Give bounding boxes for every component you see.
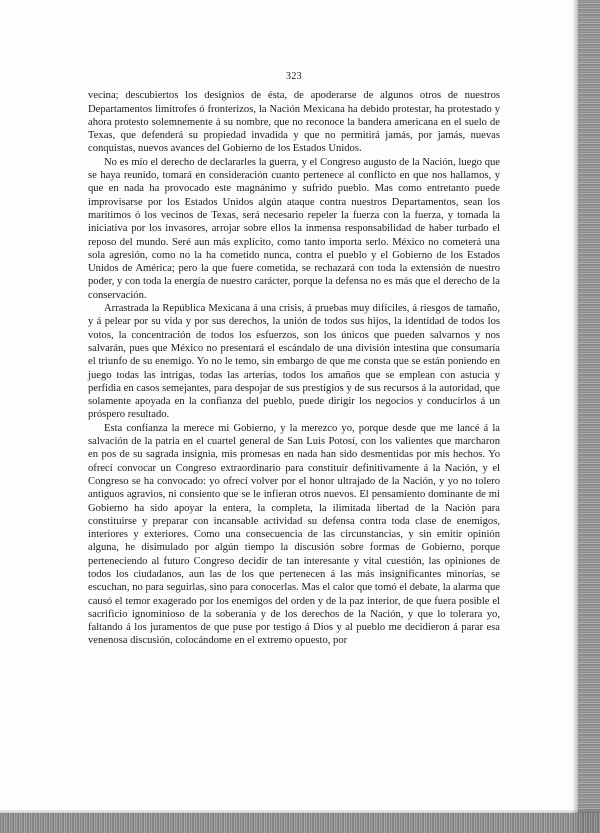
paragraph: Esta confianza la merece mi Gobierno, y la merezco yo, porque desde que me lancé á la salvación de la patria en el cuartel general de San Luis Potosí, con los valientes que marcharon en pos de su sagrada insignia, mis promesas en nada han sido desmentidas por mis hechos. Yo ofrecí convocar un Congreso extraordinario para constituir definitivamente á la Nación, y el Congreso se ha convocado: yo ofrecí volver por el honor ultrajado de la Nación, y yo no tolero antiguos agravios, ni consiento que se le infieran otros nuevos. El pensamiento dominante de mi Gobierno ha sido apoyar la entera, la completa, la ilimitada libertad de la Nación para constituirse y preparar con incansable actividad su defensa contra toda clase de enemigos, interiores y exteriores. Como una consecuencia de las circunstancias, y sin emitir opinión alguna, he disimulado por algún tiempo la discusión sobre formas de Gobierno, porque perteneciendo al futuro Congreso decidir de tan interesante y vital cuestión, las opiniones de todos los ciudadanos, aun las de los que pertenecen á las más insignificantes minorías, se escuchan, no para seguirlas, sino para conocerlas. Mas el calor que tomó el debate, la alarma que causó el temor exagerado por los enemigos del orden y de la paz interior, de que fuera posible el sacrificio ignominioso de la soberanía y de los derechos de la Nación, y que lo tolerara yo, faltando á los juramentos de que puse por testigo á Dios y al pueblo me decidieron á parar esa venenosa discusión, colocándome en el extremo opuesto, por	[88, 422, 500, 647]
paragraph: No es mío el derecho de declararles la guerra, y el Congreso augusto de la Nación, luego que se haya reunido, tomará en consideración cuanto pertenece al conflicto en que nos hallamos, y que en nada ha provocado este magnánimo y sufrido pueblo. Mas como entretanto puede improvisarse por los Estados Unidos algún ataque contra nuestros Departamentos, sean los marítimos ó los vecinos de Texas, será necesario repeler la fuerza con la fuerza, y tomada la iniciativa por los invasores, arrojar sobre ellos la inmensa responsabilidad de haber turbado el reposo del mundo. Seré aun más explícito, como tanto importa serlo. México no cometerá una sola agresión, como no la ha cometido nunca, contra el pueblo y el Gobierno de los Estados Unidos de América; pero la que fuere cometida, se rechazará con toda la extensión de nuestro poder, y con toda la energía de nuestro carácter, porque la defensa no es más que el derecho de la conservación.	[88, 156, 500, 301]
page-text	[88, 70, 500, 648]
page-number: 323	[286, 71, 302, 82]
scan-edge-bottom	[0, 813, 600, 833]
paragraph: vecina; descubiertos los designios de ésta, de apoderarse de algunos otros de nuestros Departamentos limítrofes ó fronterizos, la Nación Mexicana ha debido protestar, ha protestado y ahora protesto solemnemente á su nombre, que no reconoce la bandera americana en el suelo de Texas, que defenderá su propiedad invadida y que no permitirá jamás, por jamás, nuevas conquistas, nuevos avances del Gobierno de los Estados Unidos.	[88, 90, 500, 155]
scan-edge-right	[578, 0, 600, 833]
paragraph: Arrastrada la República Mexicana á una crisis, á pruebas muy difíciles, á riesgos de tamaño, y á pelear por su vida y por sus derechos, la unión de todos sus hijos, la identidad de todos los votos, la concentración de todos los esfuerzos, son los únicos que pueden salvarnos y nos salvarán, pues que México no presentará el escándalo de una división intestina que consumaría el triunfo de su enemigo. Yo no le temo, sin embargo de que me consta que se están poniendo en juego todas las intrigas, todas las arterías, todos los amaños que se emplean con astucia y perfidia en casos semejantes, para despojar de sus prestigios y de sus recursos á la autoridad, que solamente apoyada en la confianza del pueblo, puede dirigir los negocios y conducirlos á un próspero resultado.	[88, 303, 500, 421]
